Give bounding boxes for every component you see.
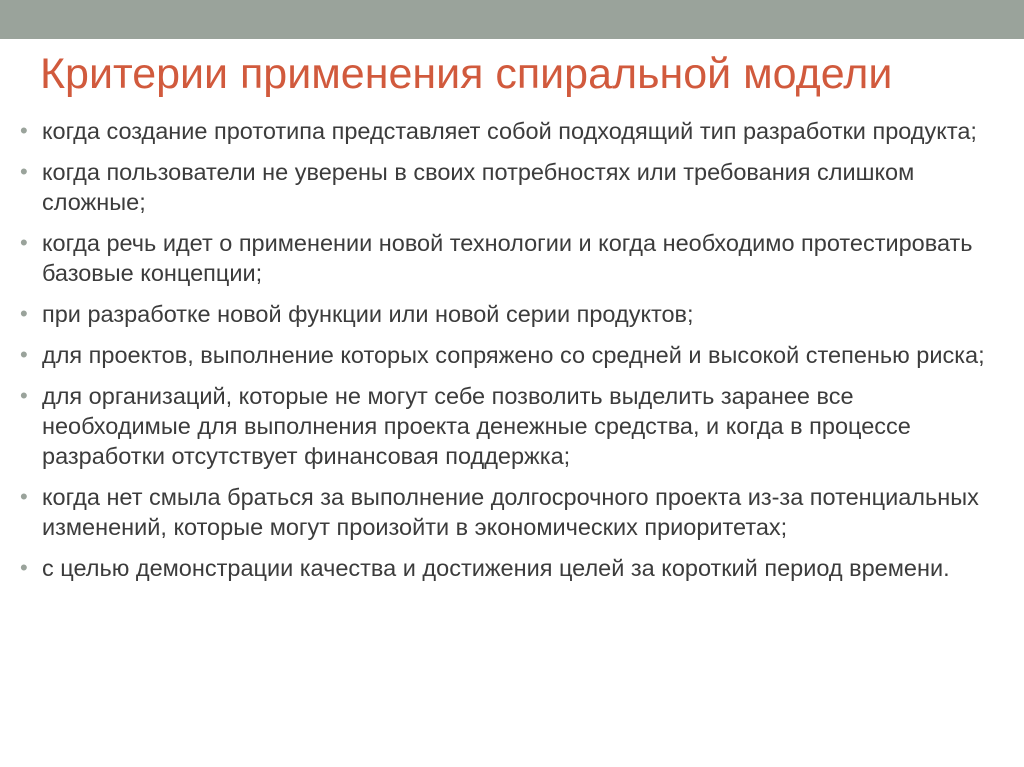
bullet-icon: •: [20, 159, 28, 184]
bullet-text: когда нет смыла браться за выполнение долгосрочного проекта из-за потенциальных изменений, которые могут произойти в экономических приоритетах;: [42, 484, 979, 540]
bullet-item: [20, 340, 995, 370]
bullet-text: для организаций, которые не могут себе позволить выделить заранее все необходимые для выполнения проекта денежные средства, и когда в процессе разработки отсутствует финансовая поддержка;: [42, 383, 911, 469]
bullet-item: [20, 553, 995, 583]
bullet-list: [20, 116, 995, 594]
bullet-text: при разработке новой функции или новой серии продуктов;: [42, 301, 694, 327]
top-bar: [0, 0, 1024, 39]
bullet-text: когда речь идет о применении новой технологии и когда необходимо протестировать базовые концепции;: [42, 230, 973, 286]
bullet-item: [20, 157, 995, 217]
bullet-text: с целью демонстрации качества и достижения целей за короткий период времени.: [42, 555, 950, 581]
bullet-icon: •: [20, 301, 28, 326]
slide-title: Критерии применения спиральной модели: [40, 50, 893, 98]
bullet-icon: •: [20, 342, 28, 367]
bullet-item: [20, 299, 995, 329]
bullet-icon: •: [20, 383, 28, 408]
bullet-item: [20, 116, 995, 146]
bullet-text: когда пользователи не уверены в своих потребностях или требования слишком сложные;: [42, 159, 915, 215]
bullet-icon: •: [20, 484, 28, 509]
bullet-icon: •: [20, 555, 28, 580]
bullet-item: [20, 381, 995, 471]
bullet-icon: •: [20, 230, 28, 255]
bullet-text: для проектов, выполнение которых сопряжено со средней и высокой степенью риска;: [42, 342, 985, 368]
bullet-item: [20, 482, 995, 542]
bullet-icon: •: [20, 118, 28, 143]
bullet-item: [20, 228, 995, 288]
bullet-text: когда создание прототипа представляет собой подходящий тип разработки продукта;: [42, 118, 977, 144]
